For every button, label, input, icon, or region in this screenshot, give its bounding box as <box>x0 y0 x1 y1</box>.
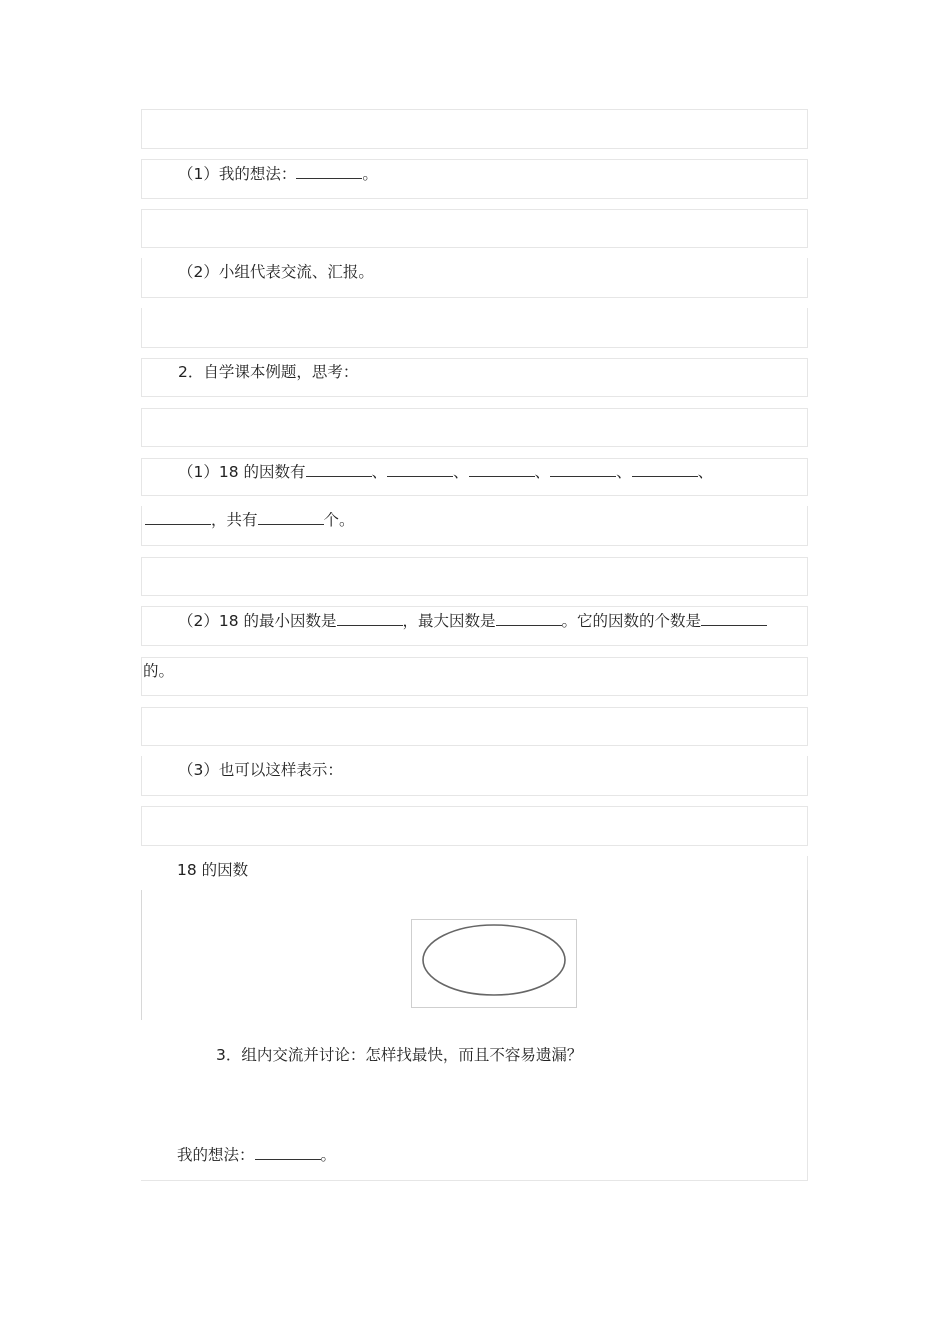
factor-blank-4[interactable] <box>550 464 616 477</box>
set-label: 18 的因数 <box>177 861 249 879</box>
factor-blank-1[interactable] <box>306 464 372 477</box>
empty-row <box>141 109 808 149</box>
row-min-max-cont <box>141 657 808 696</box>
row-q1-idea <box>141 159 808 199</box>
oval-shape <box>412 920 576 1007</box>
divider <box>141 890 142 1020</box>
factor-blank-6[interactable] <box>145 512 211 525</box>
factor-blank-3[interactable] <box>469 464 535 477</box>
q3-show-text: （3）也可以这样表示： <box>178 761 343 779</box>
factor-blank-2[interactable] <box>387 464 453 477</box>
set-diagram-section <box>141 856 808 1181</box>
answer-blank[interactable] <box>296 166 362 179</box>
empty-row <box>141 408 808 447</box>
min-max-text: （2）18 的最小因数是 ，最大因数是 。它的因数的个数是 <box>178 611 767 631</box>
factor-set-diagram <box>411 919 577 1008</box>
empty-row <box>141 209 808 248</box>
q1-idea-text: （1）我的想法： 。 <box>178 165 378 183</box>
row-q3-show <box>141 756 808 796</box>
empty-row <box>141 557 808 596</box>
row-factors-cont <box>141 506 808 546</box>
count-type-blank[interactable] <box>701 613 767 626</box>
min-max-end: 的。 <box>143 662 175 680</box>
task3-text: 3．组内交流并讨论：怎样找最快，而且不容易遗漏？ <box>216 1046 583 1064</box>
divider <box>807 890 808 1020</box>
count-blank[interactable] <box>258 512 324 525</box>
factors-cont-text: ，共有 个。 <box>145 510 355 530</box>
task2-text: 2．自学课本例题，思考： <box>178 363 359 381</box>
factor-blank-5[interactable] <box>632 464 698 477</box>
final-answer-blank[interactable] <box>255 1147 321 1160</box>
max-blank[interactable] <box>496 613 562 626</box>
final-idea-text: 我的想法： 。 <box>177 1146 337 1164</box>
row-min-max <box>141 606 808 646</box>
row-factors <box>141 458 808 496</box>
empty-row <box>141 308 808 348</box>
factors-text: （1）18 的因数有 、 、 、 、 、 <box>178 463 714 481</box>
min-blank[interactable] <box>337 613 403 626</box>
empty-row <box>141 806 808 846</box>
empty-row <box>141 707 808 746</box>
q2-report-text: （2）小组代表交流、汇报。 <box>178 263 374 281</box>
row-q2-report <box>141 258 808 298</box>
row-task2 <box>141 358 808 397</box>
